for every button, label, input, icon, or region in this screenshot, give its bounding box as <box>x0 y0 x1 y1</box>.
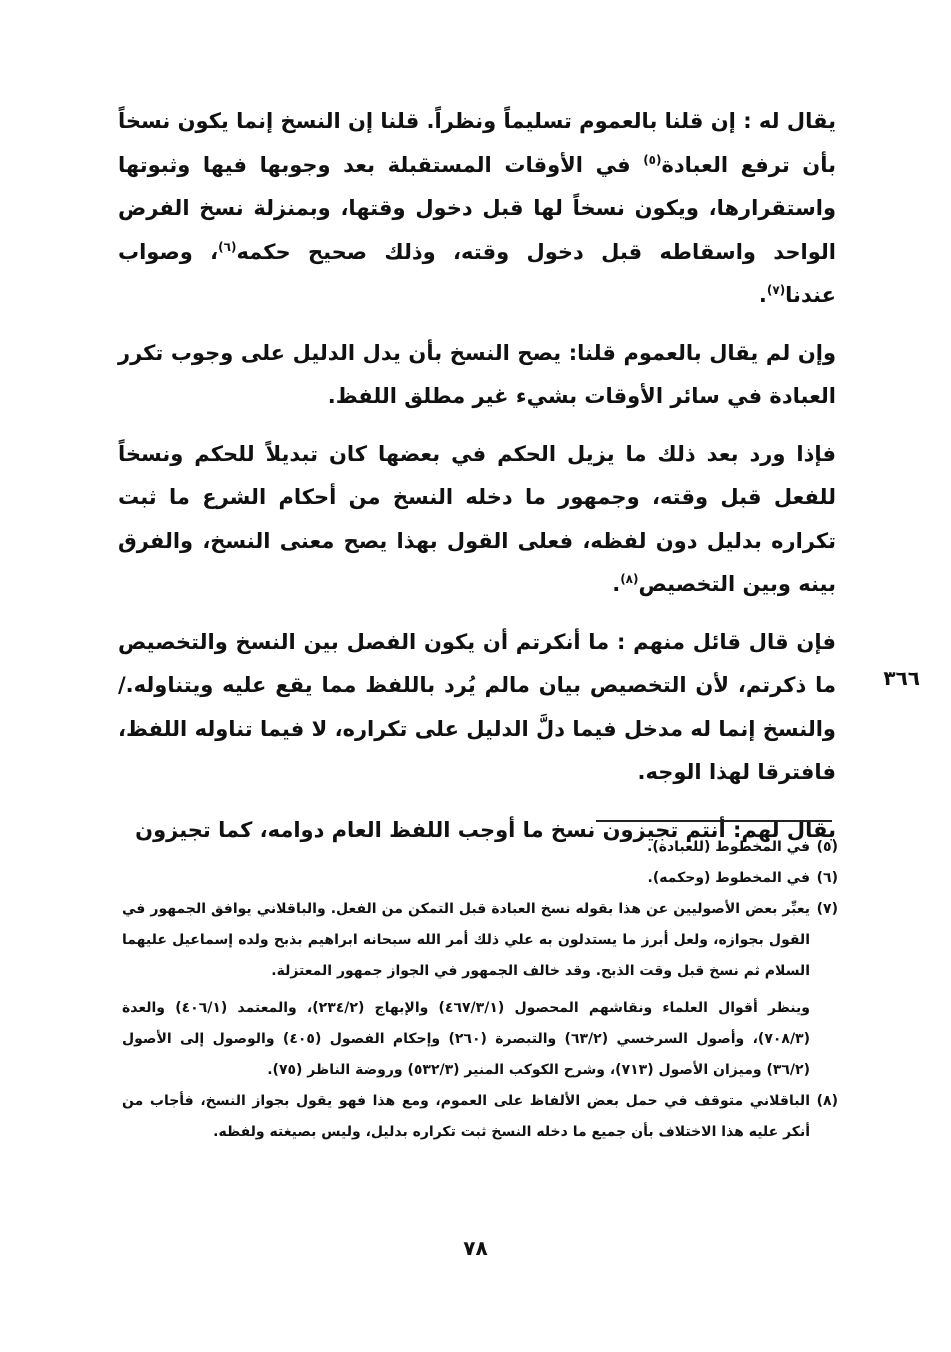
paragraph-4: فإن قال قائل منهم : ما أنكرتم أن يكون الفصل بين النسخ والتخصيص ما ذكرتم، لأن التخصيص بيان مالم يُرد باللفظ مما يقع عليه ويتناوله./ والنسخ إنما له مدخل فيما دلَّ الدليل على تكراره، لا فيما تناوله اللفظ، فافترقا لهذا الوجه. <box>118 629 836 784</box>
footnote-text: الباقلاني متوقف في حمل بعض الألفاظ على العموم، ومع هذا فهو يقول بجواز النسخ، فأجاب من أنكر عليه هذا الاختلاف بأن جميع ما دخله النسخ ثبت تكراره بدليل، وليس بصيغته ولفظه. <box>122 1093 810 1140</box>
footnote-divider <box>596 820 832 822</box>
note-ref-7[interactable]: (٧) <box>766 283 786 297</box>
paragraph-3 <box>118 433 836 607</box>
footnote-text: وينظر أقوال العلماء ونقاشهم المحصول (٤٦٧/٣/١) والإبهاج (٢٣٤/٢)، والمعتمد (٤٠٦/١) والعدة (٧٠٨/٣)، وأصول السرخسي (٦٣/٢) والتبصرة (٢٦٠) وإحكام الفصول (٤٠٥) والوصول إلى الأصول (٣٦/٢) وميزان الأصول (٧١٣)، وشرح الكوكب المنير (٥٣٢/٣) وروضة الناظر (٧٥). <box>122 1000 811 1078</box>
paragraph-3-text-end: . <box>612 572 621 596</box>
footnote-7 <box>122 894 838 987</box>
note-ref-8[interactable]: (٨) <box>620 572 639 586</box>
note-ref-5[interactable]: (٥) <box>643 152 662 167</box>
footnote-6 <box>122 863 838 894</box>
page-number: ٧٨ <box>463 1236 488 1260</box>
manuscript-folio-number: ٣٦٦ <box>883 666 920 690</box>
main-text-body <box>118 100 836 866</box>
footnotes-section <box>122 832 838 1148</box>
paragraph-1-text-b: في الأوقات المستقبلة بعد وجوبها فيها وثبوتها واستقرارها، ويكون نسخاً لها قبل دخول وقتها، وبمنزلة نسخ الفرض الواحد واسقاطه قبل دخول وقته، وذلك صحيح حكمه <box>118 152 836 264</box>
footnote-number: (٥) <box>816 839 838 855</box>
paragraph-1 <box>118 100 836 318</box>
footnote-5 <box>122 832 838 863</box>
footnote-number: (٨) <box>816 1093 838 1109</box>
paragraph-3-text: فإذا ورد بعد ذلك ما يزيل الحكم في بعضها كان تبديلاً للحكم ونسخاً للفعل قبل وقته، وجمهور ما دخله النسخ من أحكام الشرع ما ثبت تكراره بدليل دون لفظه، فعلى القول بهذا يصح معنى النسخ، والفرق بينه وبين التخصيص <box>118 441 836 596</box>
footnote-text: في المخطوط (وحكمه). <box>647 870 810 886</box>
note-ref-6[interactable]: (٦) <box>218 239 237 254</box>
paragraph-1-text-c: ، وصواب عندنا <box>118 239 836 307</box>
footnote-8 <box>122 1086 838 1148</box>
footnote-number: (٧) <box>816 901 838 917</box>
footnote-7-continued <box>122 993 838 1086</box>
paragraph-1-text-end: . <box>758 283 767 307</box>
footnote-text: في المخطوط (للعبادة). <box>647 839 810 855</box>
footnote-text: يعبِّر بعض الأصوليين عن هذا بقوله نسخ العبادة قبل التمكن من الفعل. والباقلاني يوافق الجمهور في القول بجوازه، ولعل أبرز ما يستدلون به علي ذلك أمر الله سبحانه ابراهيم بذبح ولده إسماعيل عليهما السلام ثم نسخ قبل وقت الذبح. وقد خالف الجمهور في الجواز جمهور المعتزلة. <box>122 901 810 979</box>
footnote-number: (٦) <box>816 870 838 886</box>
paragraph-5: يقال لهم: أنتم تجيزون نسخ ما أوجب اللفظ العام دوامه، كما تجيزون <box>135 817 836 842</box>
paragraph-1-text-a: يقال له : إن قلنا بالعموم تسليماً ونظراً. قلنا إن النسخ إنما يكون نسخاً بأن ترفع العبادة <box>118 109 836 177</box>
paragraph-2: وإن لم يقال بالعموم قلنا: يصح النسخ بأن يدل الدليل على وجوب تكرر العبادة في سائر الأوقات بشيء غير مطلق اللفظ. <box>118 340 836 408</box>
